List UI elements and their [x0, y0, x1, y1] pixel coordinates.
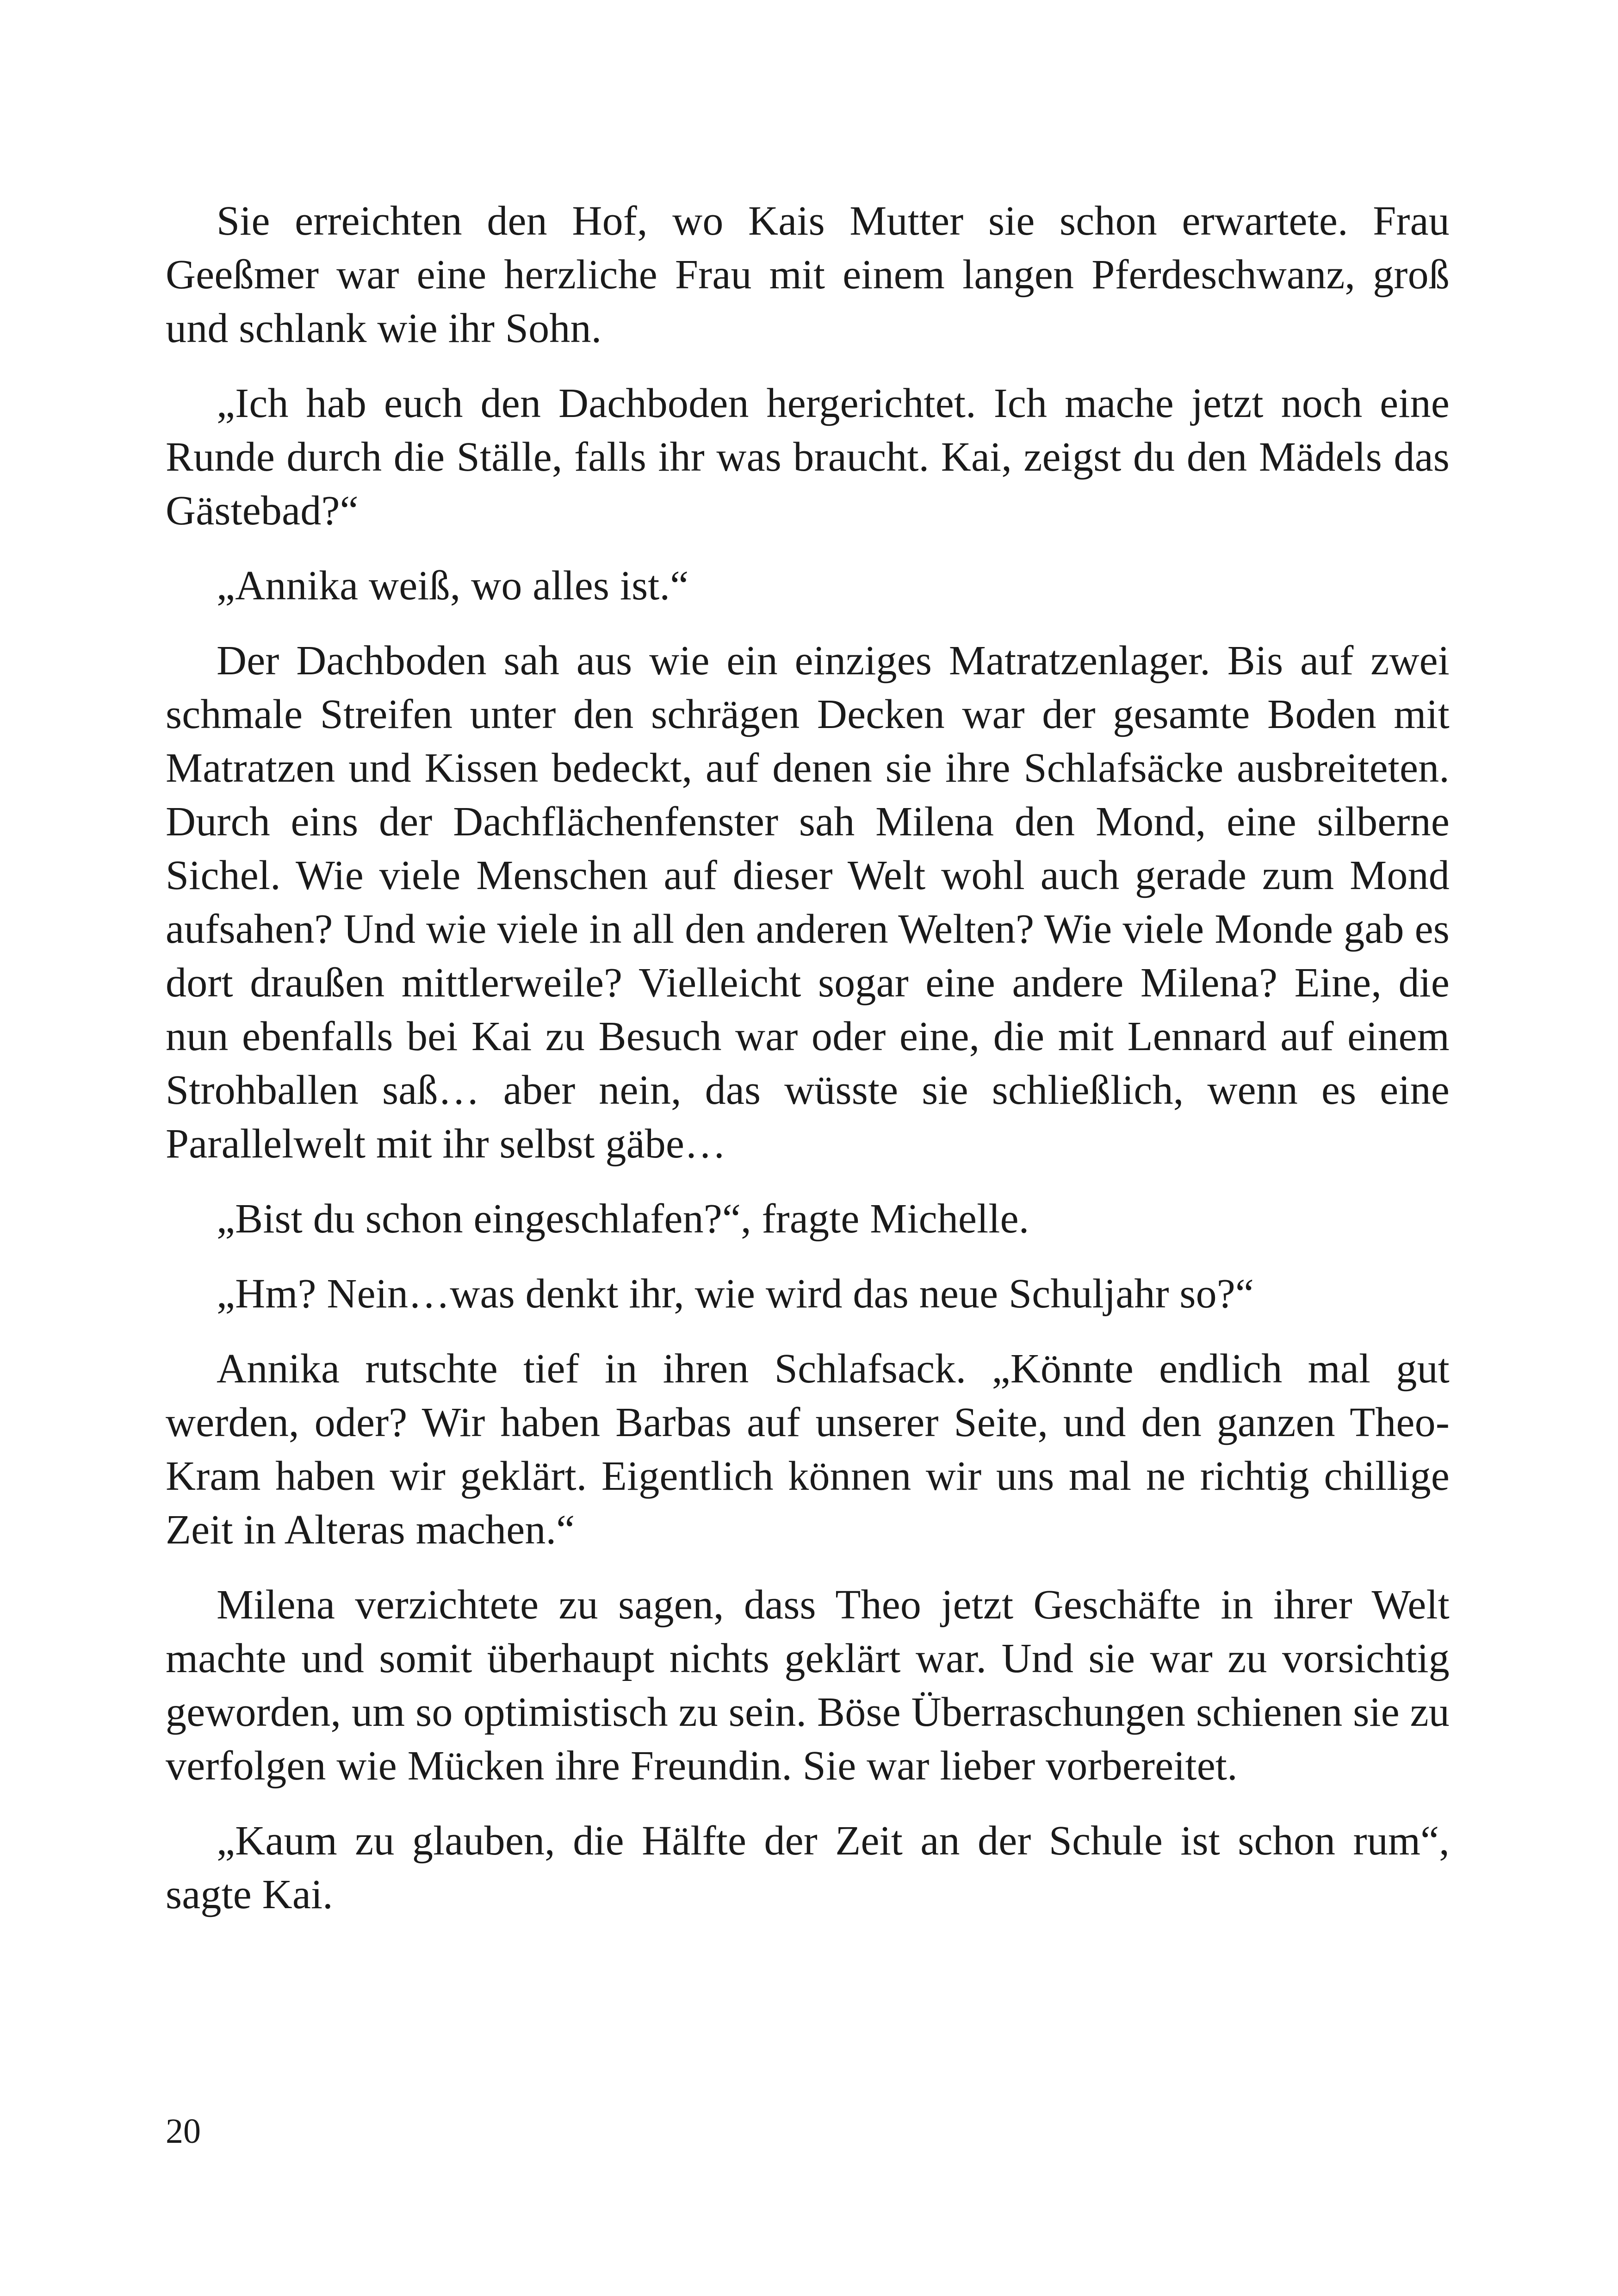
paragraph: „Ich hab euch den Dachboden hergerichtet. Ich mache jetzt noch eine Runde durch die Ställe, falls ihr was braucht. Kai, zeigst du den Mädels das Gästebad?“ [166, 380, 1450, 534]
body-text [166, 194, 1450, 1943]
paragraph: Der Dachboden sah aus wie ein einziges Matratzenlager. Bis auf zwei schmale Streifen unter den schrägen Decken war der gesamte Boden mit Matratzen und Kissen bedeckt, auf denen sie ihre Schlafsäcke ausbreiteten. Durch eins der Dachflächenfenster sah Milena den Mond, eine silberne Sichel. Wie viele Menschen auf dieser Welt wohl auch gerade zum Mond aufsahen? Und wie viele in all den anderen Welten? Wie viele Monde gab es dort draußen mittlerweile? Vielleicht sogar eine andere Milena? Eine, die nun ebenfalls bei Kai zu Besuch war oder eine, die mit Lennard auf einem Strohballen saß… aber nein, das wüsste sie schließlich, wenn es eine Parallelwelt mit ihr selbst gäbe… [166, 638, 1450, 1167]
page-number: 20 [166, 2112, 201, 2151]
paragraph: „Annika weiß, wo alles ist.“ [217, 563, 689, 609]
paragraph: Sie erreichten den Hof, wo Kais Mutter sie schon erwartete. Frau Geeßmer war eine herzliche Frau mit einem langen Pferdeschwanz, groß und schlank wie ihr Sohn. [166, 198, 1450, 351]
paragraph: Milena verzichtete zu sagen, dass Theo jetzt Geschäfte in ihrer Welt machte und somit überhaupt nichts geklärt war. Und sie war zu vorsichtig geworden, um so optimistisch zu sein. Böse Überraschungen schienen sie zu verfolgen wie Mücken ihre Freundin. Sie war lieber vorbereitet. [166, 1582, 1450, 1789]
paragraph: „Bist du schon eingeschlafen?“, fragte Michelle. [217, 1196, 1029, 1242]
paragraph: „Kaum zu glauben, die Hälfte der Zeit an der Schule ist schon rum“, sagte Kai. [166, 1818, 1450, 1917]
paragraph: Annika rutschte tief in ihren Schlafsack. „Könnte endlich mal gut werden, oder? Wir haben Barbas auf unserer Seite, und den ganzen Theo-Kram haben wir geklärt. Eigentlich können wir uns mal ne richtig chillige Zeit in Alteras machen.“ [166, 1346, 1450, 1553]
paragraph: „Hm? Nein…was denkt ihr, wie wird das neue Schuljahr so?“ [217, 1271, 1254, 1317]
